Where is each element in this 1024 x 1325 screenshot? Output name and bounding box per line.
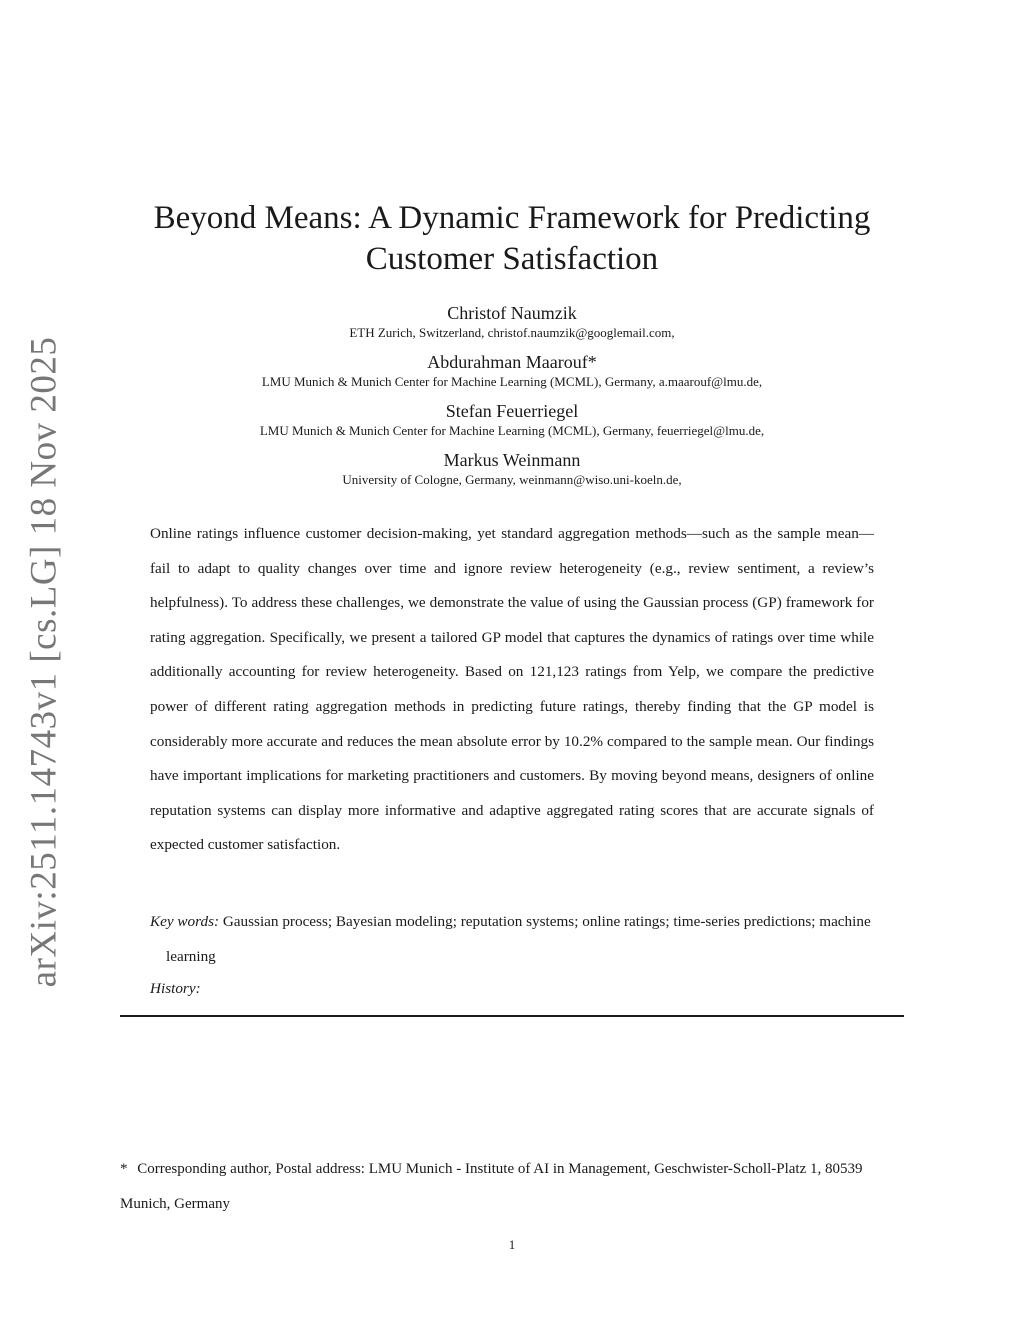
history-label: History [150, 980, 196, 997]
keywords-text: Gaussian process; Bayesian modeling; reputation systems; online ratings; time-series predictions; machine learning [166, 913, 871, 965]
arxiv-identifier-stamp: arXiv:2511.14743v1 [cs.LG] 18 Nov 2025 [23, 336, 65, 988]
author-block [120, 449, 904, 489]
footnote-mark: * [120, 1161, 128, 1177]
author-affiliation: LMU Munich & Munich Center for Machine Learning (MCML), Germany, feuerriegel@lmu.de, [259, 423, 765, 438]
author-name: Markus Weinmann [443, 450, 581, 470]
keywords: Key words: Gaussian process; Bayesian modeling; reputation systems; online ratings; time-series predictions; machine learning [150, 913, 871, 965]
author-name: Christof Naumzik [447, 303, 577, 323]
paper-title-line-2: Customer Satisfaction [365, 241, 659, 277]
keywords-label: Key words [150, 913, 214, 930]
author-affiliation: LMU Munich & Munich Center for Machine Learning (MCML), Germany, a.maarouf@lmu.de, [261, 374, 763, 389]
footnote-text: Corresponding author, Postal address: LMU Munich - Institute of AI in Management, Geschwister-Scholl-Platz 1, 80539 Munich, Germany [120, 1161, 863, 1212]
author-block [120, 351, 904, 391]
paper-title [120, 198, 904, 280]
author-name: Stefan Feuerriegel [445, 401, 579, 421]
author-block [120, 302, 904, 342]
author-affiliation: ETH Zurich, Switzerland, christof.naumzik@googlemail.com, [349, 325, 675, 340]
author-affiliation: University of Cologne, Germany, weinmann@wiso.uni-koeln.de, [342, 472, 682, 487]
page-number: 1 [508, 1237, 516, 1252]
footnote [120, 1152, 910, 1222]
history: History: [150, 980, 201, 997]
author-block [120, 400, 904, 440]
author-list [120, 302, 904, 498]
author-name: Abdurahman Maarouf* [427, 352, 597, 372]
section-divider [120, 1015, 904, 1017]
abstract-text: Online ratings influence customer decision-making, yet standard aggregation methods—such as the sample mean—fail to adapt to quality changes over time and ignore review heterogeneity (e.g., review sentiment, a review’s helpfulness). To address these challenges, we demonstrate the value of using the Gaussian process (GP) framework for rating aggregation. Specifically, we present a tailored GP model that captures the dynamics of ratings over time while additionally accounting for review heterogeneity. Based on 121,123 ratings from Yelp, we compare the predictive power of different rating aggregation methods in predicting future ratings, thereby finding that the GP model is considerably more accurate and reduces the mean absolute error by 10.2% compared to the sample mean. Our findings have important implications for marketing practitioners and customers. By moving beyond means, designers of online reputation systems can display more informative and adaptive aggregated rating scores that are accurate signals of expected customer satisfaction. [150, 525, 874, 854]
paper-title-line-1: Beyond Means: A Dynamic Framework for Predicting [153, 200, 871, 236]
